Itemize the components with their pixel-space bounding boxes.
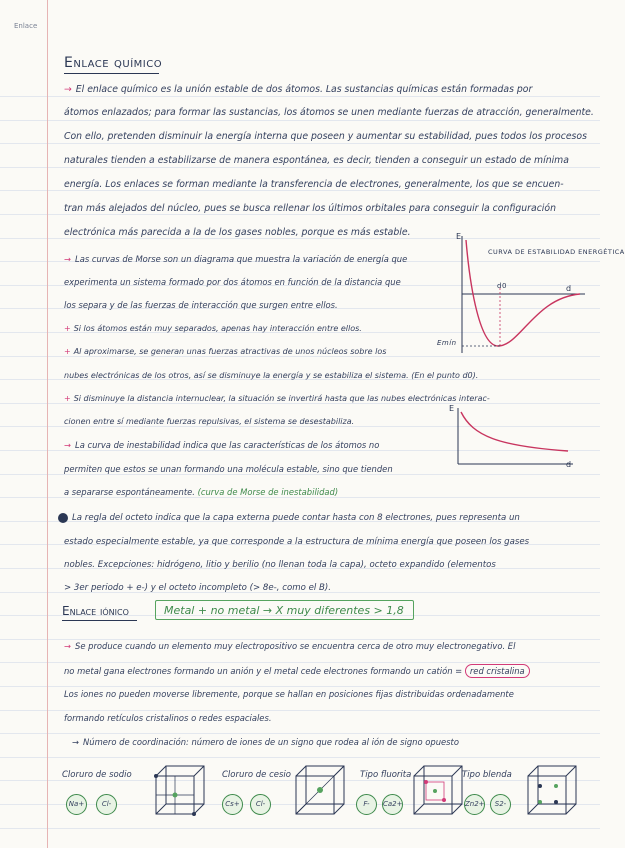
paper-rule: [0, 710, 600, 711]
ion-icon: Cl-: [96, 794, 117, 815]
text-line: cionen entre sí mediante fuerzas repulsivas, el sistema se desestabiliza.: [64, 417, 355, 426]
arrow-icon: →: [72, 737, 80, 747]
arrow-icon: →: [64, 641, 72, 651]
crystal-label: Tipo blenda: [462, 770, 512, 780]
crystal-lattice-term: red cristalina: [465, 664, 530, 678]
ion-icon: Na+: [66, 794, 87, 815]
ion-icon: S2-: [490, 794, 511, 815]
paper-rule: [0, 757, 600, 758]
crystal-label: Cloruro de sodio: [62, 770, 132, 780]
crystal-label: Tipo fluorita: [360, 770, 412, 780]
paper-rule: [0, 733, 600, 734]
inestability-note: (curva de Morse de inestabilidad): [197, 487, 339, 497]
arrow-icon: →: [64, 254, 72, 264]
ion-icon: Ca2+: [382, 794, 403, 815]
stability-curve-graph: [440, 228, 590, 358]
text-line: + Al aproximarse, se generan unas fuerzas atractivas de unos núcleos sobre los: [64, 347, 387, 356]
text-line: no metal gana electrones formando un anión y el metal cede electrones formando un catión = red cristalina: [64, 664, 530, 678]
text-line: → Las curvas de Morse son un diagrama que muestra la variación de energía que: [64, 254, 408, 264]
fluorite-lattice-icon: [408, 762, 468, 832]
text-line: > 3er periodo + e-) y el octeto incompleto (> 8e-, como el B).: [64, 583, 331, 593]
ion-icon: Cl-: [250, 794, 271, 815]
paper-rule: [0, 143, 600, 144]
ion-icon: Zn2+: [464, 794, 485, 815]
page-title: Enlace químico: [64, 55, 163, 71]
arrow-icon: →: [64, 440, 72, 450]
text-line: estado especialmente estable, ya que corresponde a la estructura de mínima energía que poseen los gases: [64, 537, 530, 547]
text-line: → La curva de inestabilidad indica que las características de los átomos no: [64, 440, 380, 450]
section-underline: [62, 620, 137, 621]
text-line: → El enlace químico es la unión estable de dos átomos. Las sustancias químicas están formadas por: [64, 84, 533, 95]
text-line: los separa y de las fuerzas de interacción que surgen entre ellos.: [64, 300, 338, 310]
paper-rule: [0, 662, 600, 663]
graph2-y-label: E: [449, 404, 455, 413]
corner-mark: Enlace: [14, 22, 38, 30]
plus-icon: +: [64, 394, 71, 403]
text-line: → Se produce cuando un elemento muy electropositivo se encuentra cerca de otro muy electronegativo. El: [64, 641, 516, 651]
section-title: Enlace iónico: [62, 604, 129, 618]
blende-lattice-icon: [522, 762, 582, 832]
graph1-x-label: d: [566, 284, 572, 293]
text-line: naturales tienden a estabilizarse de manera espontánea, es decir, tienden a conseguir un estado de mínima: [64, 155, 569, 166]
paper-rule: [0, 167, 600, 168]
title-underline: [64, 73, 159, 74]
paper-rule: [0, 96, 600, 97]
graph1-y-label: E: [456, 232, 462, 241]
instability-curve-graph: [448, 406, 578, 470]
text-line: átomos enlazados; para formar las sustancias, los átomos se unen mediante fuerzas de atracción, generalmente.: [64, 107, 594, 118]
text-line: + Si disminuye la distancia internuclear, la situación se invertirá hasta que las nubes electrónicas interac-: [64, 394, 490, 403]
text-line: nobles. Excepciones: hidrógeno, litio y berilio (no llenan toda la capa), octeto expandido (elementos: [64, 560, 496, 570]
text-line: Con ello, pretenden disminuir la energía interna que poseen y aumentar su estabilidad, pues todos los procesos: [64, 131, 587, 142]
text-line: La regla del octeto indica que la capa externa puede contar hasta con 8 electrones, pues representa un: [58, 512, 520, 524]
bullet-icon: [58, 513, 68, 523]
text-line: nubes electrónicas de los otros, así se disminuye la energía y se estabiliza el sistema. (En el punto d0).: [64, 371, 479, 380]
paper-rule: [0, 686, 600, 687]
paper-rule: [0, 120, 600, 121]
text-line: + Si los átomos están muy separados, apenas hay interacción entre ellos.: [64, 324, 362, 333]
text-line: Los iones no pueden moverse libremente, porque se hallan en posiciones fijas distribuidas ordenadamente: [64, 689, 514, 699]
margin-line: [47, 0, 48, 848]
plus-icon: +: [64, 324, 71, 333]
arrow-icon: →: [64, 84, 72, 95]
text-line: tran más alejados del núcleo, pues se busca rellenar los últimos orbitales para conseguir la configuración: [64, 203, 556, 214]
text-line: energía. Los enlaces se forman mediante la transferencia de electrones, generalmente, los que se encuen-: [64, 179, 564, 190]
plus-icon: +: [64, 347, 71, 356]
text-line: → Número de coordinación: número de iones de un signo que rodea al ión de signo opuesto: [72, 737, 459, 747]
graph2-x-label: d: [566, 460, 572, 469]
cscl-lattice-icon: [290, 762, 350, 832]
text-line: permiten que estos se unan formando una molécula estable, sino que tienden: [64, 464, 393, 474]
ion-icon: F-: [356, 794, 377, 815]
text-line: electrónica más parecida a la de los gases nobles, porque es más estable.: [64, 227, 411, 238]
nacl-lattice-icon: [150, 762, 210, 832]
text-line: formando retículos cristalinos o redes espaciales.: [64, 713, 272, 723]
text-line: a separarse espontáneamente. (curva de Morse de inestabilidad): [64, 487, 339, 497]
graph1-emin-label: Emín: [437, 339, 457, 347]
graph-title: CURVA DE ESTABILIDAD ENERGÉTICA: [488, 248, 625, 256]
ion-icon: Cs+: [222, 794, 243, 815]
graph1-d0-label: d0: [497, 282, 507, 290]
text-line: experimenta un sistema formado por dos átomos en función de la distancia que: [64, 277, 401, 287]
crystal-label: Cloruro de cesio: [222, 770, 291, 780]
ionic-rule-box: Metal + no metal → X muy diferentes > 1,8: [155, 600, 414, 620]
